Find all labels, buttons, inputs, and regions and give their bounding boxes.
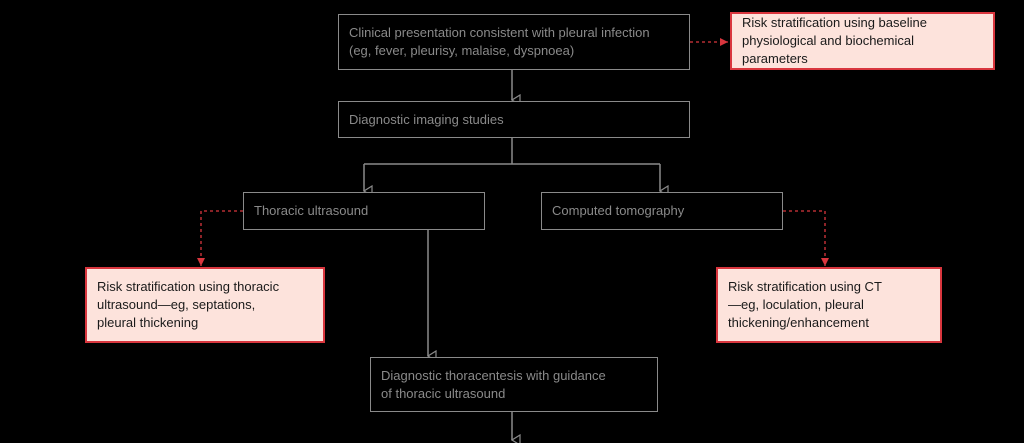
clinical-presentation-line1: Clinical presentation consistent with pleural infection — [349, 25, 650, 40]
thoracentesis-line2: of thoracic ultrasound — [381, 385, 506, 401]
risk-baseline-line2: physiological and biochemical parameters — [742, 33, 914, 66]
dashed-arrow-to-risk-ct — [783, 211, 825, 266]
thoracentesis-box — [370, 357, 658, 412]
risk-ultrasound-line3: pleural thickening — [97, 315, 199, 330]
dashed-arrow-to-risk-ultrasound — [201, 211, 243, 266]
diagnostic-imaging-box — [338, 101, 690, 138]
risk-baseline-line1: Risk stratification using baseline — [742, 15, 927, 30]
thoracentesis-line1: Diagnostic thoracentesis with guidance — [381, 367, 606, 383]
computed-tomography-label: Computed tomography — [552, 203, 685, 218]
risk-ct-line3: thickening/enhancement — [728, 315, 869, 330]
clinical-presentation-box — [338, 14, 690, 70]
clinical-presentation-line2: (eg, fever, pleurisy, malaise, dyspnoea) — [349, 43, 575, 58]
risk-ct-line2: —eg, loculation, pleural — [728, 297, 864, 312]
diagnostic-imaging-label: Diagnostic imaging studies — [349, 111, 504, 127]
thoracic-ultrasound-label: Thoracic ultrasound — [254, 203, 369, 218]
risk-ultrasound-line2: ultrasound—eg, septations, — [97, 297, 256, 312]
risk-ultrasound-box — [85, 267, 325, 343]
risk-ct-box — [716, 267, 942, 343]
risk-ultrasound-line1: Risk stratification using thoracic — [97, 279, 280, 294]
risk-baseline-box — [730, 12, 995, 70]
thoracic-ultrasound-box — [243, 192, 485, 230]
risk-ct-line1: Risk stratification using CT — [728, 279, 882, 294]
computed-tomography-box — [541, 192, 783, 230]
